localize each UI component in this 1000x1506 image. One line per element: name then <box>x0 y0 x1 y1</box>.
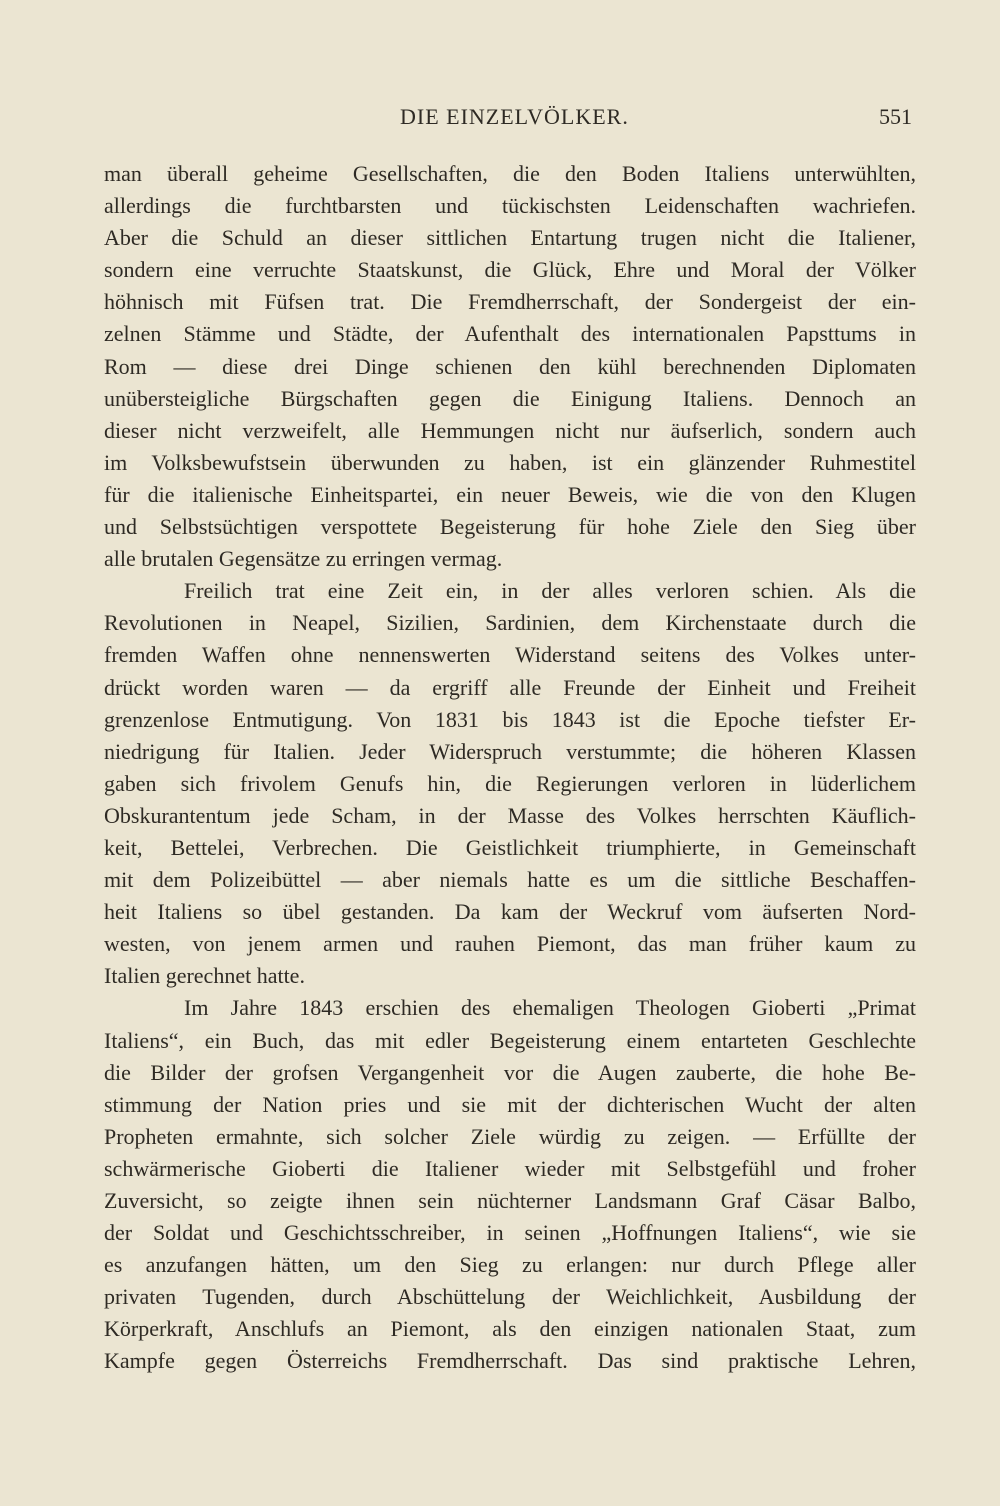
text-line: Italien gerechnet hatte. <box>104 963 305 989</box>
text-line: dieser nicht verzweifelt, alle Hemmungen nicht nur äufserlich, sondern auch <box>104 417 916 443</box>
text-line: Zuversicht, so zeigte ihnen sein nüchterner Landsmann Graf Cäsar Balbo, <box>104 1188 916 1213</box>
text-line: Aber die Schuld an dieser sittlichen Entartung trugen nicht die Italiener, <box>104 225 916 251</box>
text-line: es anzufangen hätten, um den Sieg zu erlangen: nur durch Pflege aller <box>104 1252 916 1278</box>
text-line: Rom — diese drei Dinge schienen den kühl berechnenden Diplomaten <box>104 353 916 379</box>
text-line: drückt worden waren — da ergriff alle Freunde der Einheit und Freiheit <box>104 674 916 700</box>
text-line: Freilich trat eine Zeit ein, in der alles verloren schien. Als die <box>184 578 916 604</box>
text-line: unübersteigliche Bürgschaften gegen die Einigung Italiens. Dennoch an <box>104 385 916 411</box>
running-title: DIE EINZELVÖLKER. <box>400 104 629 129</box>
text-line: schwärmerische Gioberti die Italiener wieder mit Selbstgefühl und froher <box>104 1155 916 1181</box>
text-line: im Volksbewufstsein überwunden zu haben, ist ein glänzender Ruhmestitel <box>104 449 916 475</box>
text-line: fremden Waffen ohne nennenswerten Widerstand seitens des Volkes unter- <box>104 642 916 668</box>
text-line: privaten Tugenden, durch Abschüttelung der Weichlichkeit, Ausbildung der <box>104 1284 916 1310</box>
text-line: allerdings die furchtbarsten und tückischsten Leidenschaften wachriefen. <box>104 193 916 219</box>
paragraph <box>104 575 916 992</box>
text-line: die Bilder der grofsen Vergangenheit vor die Augen zauberte, die hohe Be- <box>104 1059 916 1085</box>
text-line: stimmung der Nation pries und sie mit der dichterischen Wucht der alten <box>104 1091 916 1117</box>
text-line: gaben sich frivolem Genufs hin, die Regierungen verloren in lüderlichem <box>104 770 916 796</box>
text-line: grenzenlose Entmutigung. Von 1831 bis 1843 ist die Epoche tiefster Er- <box>104 706 916 732</box>
text-line: niedrigung für Italien. Jeder Widerspruch verstummte; die höheren Klassen <box>104 738 916 764</box>
paragraph <box>104 158 916 575</box>
body-text <box>104 158 916 1378</box>
text-line: höhnisch mit Füfsen trat. Die Fremdherrschaft, der Sondergeist der ein- <box>104 289 916 315</box>
text-line: alle brutalen Gegensätze zu erringen vermag. <box>104 546 503 572</box>
text-line: der Soldat und Geschichtsschreiber, in seinen „Hoffnungen Italiens“, wie sie <box>104 1220 916 1246</box>
text-line: Obskurantentum jede Scham, in der Masse des Volkes herrschten Käuflich- <box>104 802 916 828</box>
text-line: westen, von jenem armen und rauhen Piemont, das man früher kaum zu <box>104 931 916 957</box>
text-line: Propheten ermahnte, sich solcher Ziele würdig zu zeigen. — Erfüllte der <box>104 1123 916 1149</box>
text-line: Italiens“, ein Buch, das mit edler Begeisterung einem entarteten Geschlechte <box>104 1027 916 1053</box>
text-line: man überall geheime Gesellschaften, die den Boden Italiens unterwühlten, <box>104 161 916 186</box>
text-line: mit dem Polizeibüttel — aber niemals hatte es um die sittliche Beschaffen- <box>104 867 916 893</box>
text-line: sondern eine verruchte Staatskunst, die Glück, Ehre und Moral der Völker <box>104 257 916 283</box>
paragraph <box>104 992 916 1377</box>
text-line: heit Italiens so übel gestanden. Da kam der Weckruf vom äufserten Nord- <box>104 899 916 925</box>
text-line: Körperkraft, Anschlufs an Piemont, als den einzigen nationalen Staat, zum <box>104 1316 916 1342</box>
running-head <box>104 104 916 134</box>
text-line: und Selbstsüchtigen verspottete Begeisterung für hohe Ziele den Sieg über <box>104 514 916 540</box>
text-line: Revolutionen in Neapel, Sizilien, Sardinien, dem Kirchenstaate durch die <box>104 610 916 636</box>
text-line: Im Jahre 1843 erschien des ehemaligen Theologen Gioberti „Primat <box>184 995 916 1021</box>
text-line: für die italienische Einheitspartei, ein neuer Beweis, wie die von den Klugen <box>104 481 916 507</box>
text-line: keit, Bettelei, Verbrechen. Die Geistlichkeit triumphierte, in Gemeinschaft <box>104 834 916 860</box>
page-number: 551 <box>879 104 912 129</box>
text-line: Kampfe gegen Österreichs Fremdherrschaft. Das sind praktische Lehren, <box>104 1348 916 1374</box>
text-line: zelnen Stämme und Städte, der Aufenthalt des internationalen Papsttums in <box>104 321 916 347</box>
